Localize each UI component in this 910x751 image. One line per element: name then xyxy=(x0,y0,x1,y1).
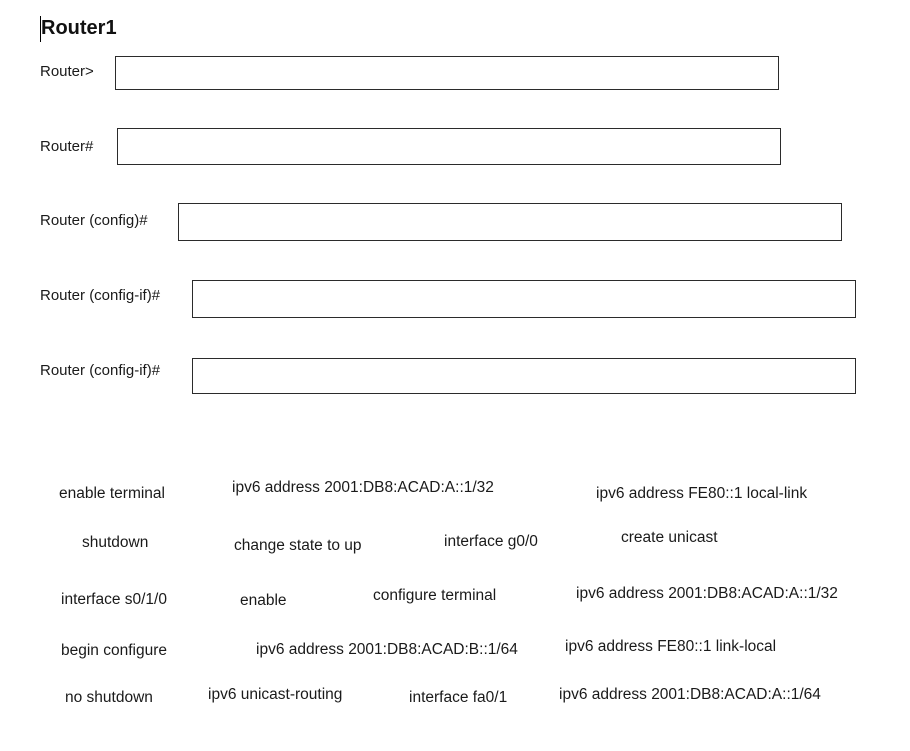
command-option[interactable]: interface s0/1/0 xyxy=(61,591,167,608)
command-option[interactable]: interface g0/0 xyxy=(444,533,538,550)
command-option[interactable]: ipv6 address FE80::1 link-local xyxy=(565,638,777,655)
command-option[interactable]: ipv6 address 2001:DB8:ACAD:A::1/64 xyxy=(559,686,821,703)
command-option[interactable]: enable terminal xyxy=(59,485,165,502)
command-option[interactable]: configure terminal xyxy=(373,587,497,604)
command-option[interactable]: shutdown xyxy=(82,534,149,551)
answer-field-user-exec[interactable] xyxy=(115,56,779,90)
command-option[interactable]: begin configure xyxy=(61,642,167,659)
command-option[interactable]: create unicast xyxy=(621,529,718,546)
answer-field-priv-exec[interactable] xyxy=(117,128,781,165)
command-option[interactable]: change state to up xyxy=(234,537,362,554)
page-title: Router1 xyxy=(41,17,117,39)
answer-field-interface-config-1[interactable] xyxy=(192,280,856,318)
command-option[interactable]: ipv6 address 2001:DB8:ACAD:A::1/32 xyxy=(232,479,494,496)
command-option[interactable]: interface fa0/1 xyxy=(409,689,508,706)
command-option[interactable]: ipv6 unicast-routing xyxy=(208,686,343,703)
answer-field-global-config[interactable] xyxy=(178,203,842,241)
command-option[interactable]: ipv6 address 2001:DB8:ACAD:A::1/32 xyxy=(576,585,838,602)
prompt-label-user-exec: Router> xyxy=(40,63,94,80)
prompt-label-priv-exec: Router# xyxy=(40,138,94,155)
prompt-label-interface-config-2: Router (config-if)# xyxy=(40,362,161,379)
command-option[interactable]: ipv6 address FE80::1 local-link xyxy=(596,485,808,502)
command-option[interactable]: enable xyxy=(240,592,287,609)
prompt-label-interface-config-1: Router (config-if)# xyxy=(40,287,161,304)
command-option[interactable]: no shutdown xyxy=(65,689,153,706)
answer-field-interface-config-2[interactable] xyxy=(192,358,856,394)
prompt-label-global-config: Router (config)# xyxy=(40,212,148,229)
command-option[interactable]: ipv6 address 2001:DB8:ACAD:B::1/64 xyxy=(256,641,518,658)
